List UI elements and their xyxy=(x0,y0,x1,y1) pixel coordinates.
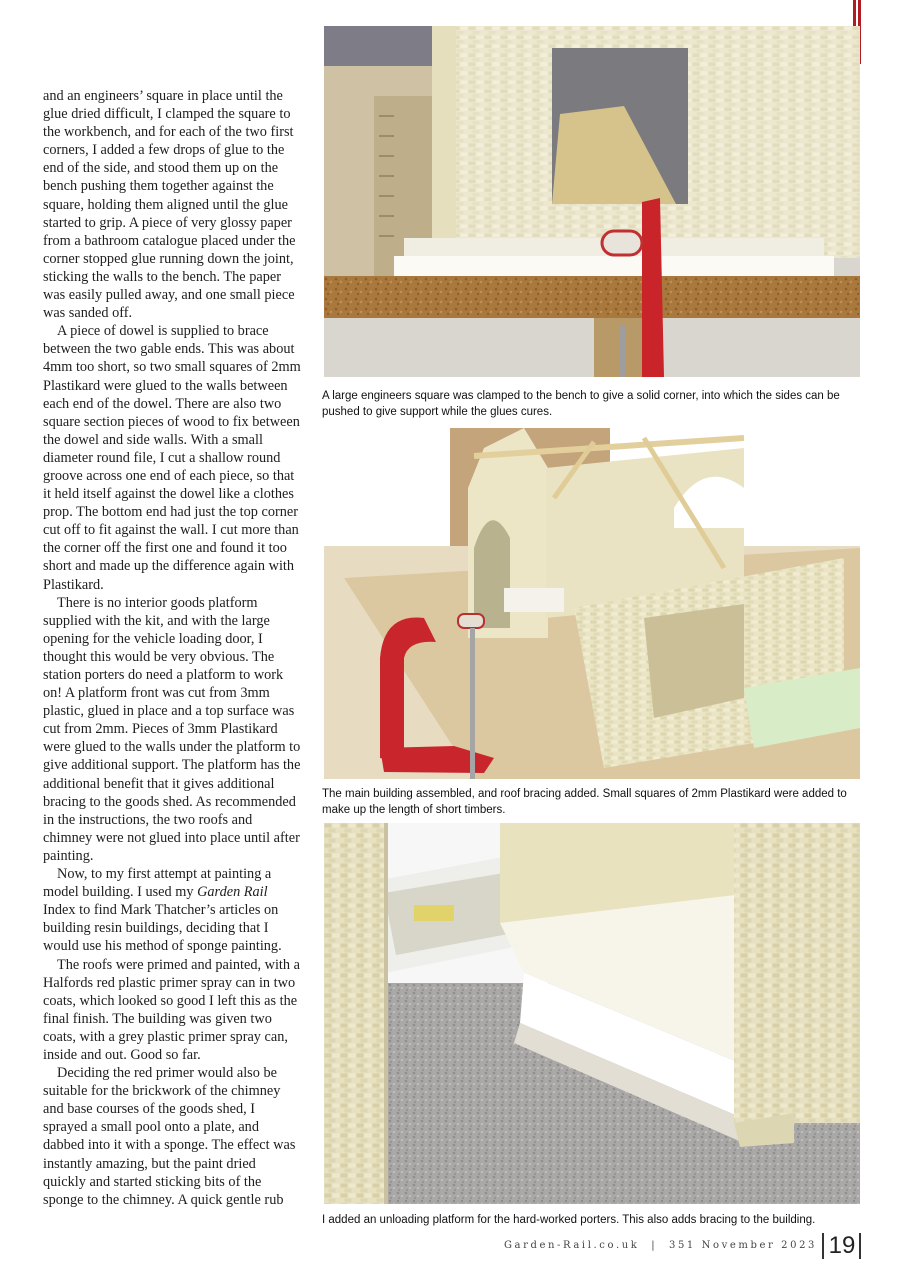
paragraph-text: Now, to my first attempt at painting a model building. I used my xyxy=(43,866,272,901)
paragraph: Deciding the red primer would also be suitable for the brickwork of the chimney and base courses of the goods shed, I sprayed a small pool onto a plate, and dabbed into it with a sponge. The effect was instantly amazing, but the paint dried quickly and started sticking bits of the sponge to the chimney. A quick gentle rub xyxy=(43,1065,296,1208)
article-body xyxy=(43,87,302,1209)
photo-building-assembled xyxy=(324,428,860,779)
paragraph: There is no interior goods platform supplied with the kit, and with the large opening for the vehicle loading door, I thought this would be very obvious. The station porters do need a platform to work on! A platform front was cut from 3mm plastic, glued in place and a top surface was cut from 2mm. Pieces of 3mm Plastikard were glued to the walls under the platform to give additional support. The platform has the additional benefit that it gives additional bracing to the goods shed. As recommended in the instructions, the two roofs and chimney were not glued into place until after painting. xyxy=(43,594,301,864)
footer-issue: 351 November 2023 xyxy=(668,1240,817,1251)
footer-site: Garden-Rail.co.uk xyxy=(503,1240,640,1251)
paragraph: The roofs were primed and painted, with a Halfords red plastic primer spray can in two coats, which looked so good I left this as the final finish. The building was given two coats, with a grey plastic primer spray can, inside and out. Good so far. xyxy=(43,956,300,1063)
photo-unloading-platform xyxy=(324,823,860,1204)
paragraph: and an engineers’ square in place until the glue dried difficult, I clamped the square to the workbench, and for each of the two first corners, I added a few drops of glue to the end of the side, and stood them up on the bench pushing them together against the square, holding them aligned until the glue started to grip. A piece of very glossy paper from a bathroom catalogue placed under the corner stopped glue running down the joint, sticking the walls to the bench. The paper was easily pulled away, and one small piece was sanded off. xyxy=(43,88,296,322)
page-number: 19 xyxy=(828,1232,856,1259)
photo-caption: A large engineers square was clamped to the bench to give a solid corner, into which the sides can be pushed to give support while the glues cures. xyxy=(322,390,840,418)
footer-rule xyxy=(859,1233,861,1259)
page-footer xyxy=(504,1240,817,1251)
paragraph-text: Index to find Mark Thatcher’s articles on building resin buildings, deciding that I would use his method of sponge painting. xyxy=(43,902,282,955)
photo-engineers-square xyxy=(324,26,860,377)
footer-rule xyxy=(822,1233,824,1259)
photo-caption: The main building assembled, and roof bracing added. Small squares of 2mm Plastikard were added to make up the length of short timbers. xyxy=(322,788,847,816)
paragraph xyxy=(43,865,302,955)
footer-separator: | xyxy=(651,1240,658,1251)
magazine-title: Garden Rail xyxy=(197,884,268,901)
photo-caption: I added an unloading platform for the hard-worked porters. This also adds bracing to the building. xyxy=(322,1214,816,1226)
paragraph: A piece of dowel is supplied to brace between the two gable ends. This was about 4mm too short, so two small squares of 2mm Plastikard were glued to the walls between each end of the dowel. There are also two square section pieces of wood to fix between the dowel and side walls. With a small diameter round file, I cut a shallow round groove across one end of each piece, so that it held itself against the dowel like a clothes prop. The bottom end had just the top corner cut off to fit against the wall. I cut more than the corner off the first one and found it too short and made up the difference again with Plastikard. xyxy=(43,323,301,593)
